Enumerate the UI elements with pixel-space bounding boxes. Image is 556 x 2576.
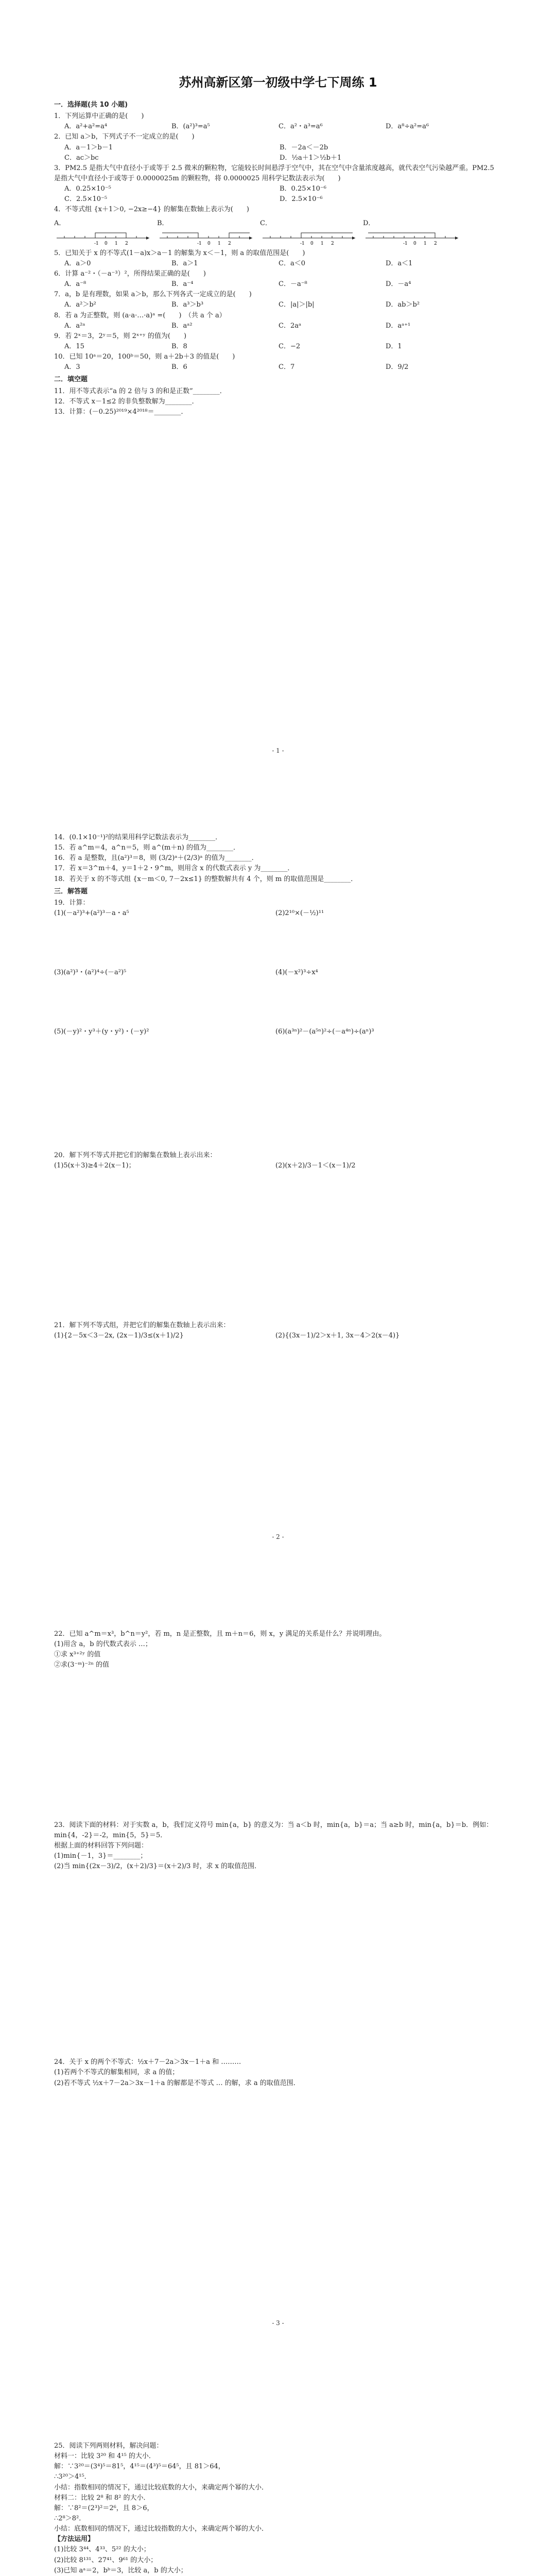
option: B．a³＞b³: [171, 301, 204, 309]
question-23-part-2: (2)当 min{(2x－3)/2，(x＋2)/3}＝(x＋2)/3 时，求 x 的取值范围．: [54, 1862, 262, 1871]
question-25-part-1: (1)比较 3⁴⁴、4³³、5²² 的大小；: [54, 2546, 150, 2554]
question-8: 8．若 a 为正整数，则 (a·a·…·a)ᵃ =( ) （共 a 个 a）: [54, 311, 226, 319]
section-heading-choice: 一．选择题(共 10 小题): [54, 101, 128, 109]
page-1: [0, 0, 556, 786]
question-19-part-4: (4)(－x²)³÷x⁴: [275, 968, 318, 976]
svg-text:-1: -1: [300, 241, 305, 246]
material-line: 解：∵8²＝(2³)²＝2⁶，且 8＞6，: [54, 2504, 154, 2512]
question-12: 12．不等式 x－1≤2 的非负整数解为________．: [54, 397, 199, 405]
option: D．½a＋1＞½b＋1: [280, 154, 342, 162]
question-15: 15．若 a^m＝4，a^n＝5，则 a^(m＋n) 的值为________．: [54, 844, 240, 852]
question-6: 6．计算 a⁻²・（－a⁻³）²，所得结果正确的是( ): [54, 269, 206, 278]
document-title: 苏州高新区第一初级中学七下周练 1: [179, 75, 377, 90]
material-line: 材料二：比较 2⁸ 和 8² 的大小．: [54, 2494, 150, 2502]
question-10-options: [64, 362, 502, 372]
question-18: 18．若关于 x 的不等式组 {x－m＜0, 7－2x≤1} 的整数解共有 4 个，则 m 的取值范围是________．: [54, 875, 358, 883]
number-line-b: [157, 229, 255, 246]
option: A．a²＞b²: [64, 301, 96, 309]
option: B．a⁻⁴: [171, 280, 194, 289]
material-line: ∴2⁸＞8²．: [54, 2514, 86, 2522]
question-22: 22．已知 a^m＝x³，b^n＝y²，若 m，n 是正整数，且 m＋n＝6，则 x，y 满足的关系是什么？并说明理由。: [54, 1630, 386, 1638]
question-25: 25．阅读下列两则材料，解决问题：: [54, 2442, 163, 2450]
page-number: - 1 -: [272, 747, 284, 754]
option-a-numberline: [54, 218, 152, 246]
option: C．a²・a³=a⁶: [279, 123, 323, 131]
question-9-options: [64, 342, 502, 352]
answer-space: [54, 1872, 502, 2057]
question-9: 9．若 2ˣ＝3，2ʸ＝5，则 2ˣ⁺ʸ 的值为( ): [54, 332, 187, 340]
question-13: 13．计算：(－0.25)²⁰¹⁹×4²⁰¹⁸＝________．: [54, 408, 188, 416]
number-line-c: [260, 229, 358, 246]
question-19-row-1: [54, 908, 502, 968]
option: B．(a²)³=a⁵: [171, 123, 210, 131]
question-6-options: [64, 279, 502, 290]
option: A．3: [64, 363, 80, 371]
option: C．a＜0: [279, 259, 305, 267]
svg-text:0: 0: [207, 241, 211, 246]
question-22-part-3: ②求(3⁻ᵐ)⁻²ⁿ 的值: [54, 1661, 110, 1669]
svg-text:2: 2: [434, 241, 437, 246]
question-7: 7．a，b 是有理数，如果 a＞b，那么下列各式一定成立的是( ): [54, 291, 252, 299]
option: B．8: [171, 342, 187, 350]
question-24: 24．关于 x 的两个不等式：½x＋7－2a＞3x－1＋a 和 ………: [54, 2058, 241, 2066]
section-heading-fill: 二．填空题: [54, 376, 88, 384]
option: D．ab＞b²: [386, 301, 420, 309]
question-23-intro: 根据上面的材料回答下列问题：: [54, 1841, 148, 1850]
option: D．－a⁴: [386, 280, 411, 289]
option: C．: [260, 219, 272, 227]
option: A．a⁻⁸: [64, 280, 86, 289]
svg-text:-1: -1: [403, 241, 408, 246]
option: D．2.5×10⁻⁶: [280, 195, 323, 204]
question-22-part-2: ①求 x³⁺²ʸ 的值: [54, 1651, 101, 1659]
option: A．0.25×10⁻⁵: [64, 185, 111, 193]
page-1-content: [54, 98, 502, 417]
question-21-part-2: (2){(3x－1)/2＞x＋1, 3x－4＞2(x－4)}: [275, 1332, 400, 1340]
option-d-numberline: [363, 218, 461, 246]
question-24-part-1: (1)若两个不等式的解集相同，求 a 的值；: [54, 2069, 179, 2077]
option-b-numberline: [157, 218, 255, 246]
question-1: 1．下列运算中正确的是( ): [54, 112, 144, 121]
option: C．2.5×10⁻⁵: [64, 195, 108, 204]
question-20-parts: [54, 1161, 502, 1320]
svg-text:1: 1: [115, 241, 118, 246]
option: B．aᵃ²: [171, 321, 193, 330]
option: B．－2a＜－2b: [280, 143, 328, 151]
svg-text:2: 2: [331, 241, 334, 246]
svg-text:0: 0: [310, 241, 314, 246]
svg-text:1: 1: [218, 241, 221, 246]
question-2-options: [64, 143, 502, 163]
question-21: 21．解下列不等式组，并把它们的解集在数轴上表示出来：: [54, 1321, 230, 1330]
option: A．a－1＞b－1: [64, 143, 113, 151]
question-20-part-1: (1)5(x＋3)≥4＋2(x－1)；: [54, 1162, 135, 1170]
svg-text:0: 0: [105, 241, 108, 246]
page-2-content: [54, 833, 502, 1341]
page-number: - 3 -: [272, 2319, 284, 2327]
option: B．6: [171, 363, 187, 371]
question-19-part-1: (1)(－a²)³+(a²)³－a・a⁵: [54, 909, 129, 917]
question-19-part-3: (3)(a²)³・(a²)⁴÷(－a²)⁵: [54, 968, 127, 976]
question-19: 19．计算：: [54, 899, 90, 907]
option: A．15: [64, 342, 84, 350]
material-line: 小结：指数相同的情况下，通过比较底数的大小，来确定两个幂的大小．: [54, 2483, 269, 2492]
question-4-number-lines: [54, 218, 502, 246]
section-heading-solve: 三．解答题: [54, 887, 88, 895]
page-3-content: [54, 1629, 502, 2089]
question-20-part-2: (2)(x＋2)/3－1＜(x－1)/2: [275, 1162, 356, 1170]
answer-space: [54, 1671, 502, 1820]
option: A．: [54, 219, 66, 227]
option: C．2aᵃ: [279, 321, 301, 330]
option: D．1: [386, 342, 402, 350]
material-line: ∴3²⁰＞4¹⁵．: [54, 2473, 91, 2481]
page-4: [0, 2359, 556, 2576]
option: A．a²+a²=a⁴: [64, 123, 108, 131]
question-16: 16．若 a 是整数，且(a²)³＝8，则 (3/2)ᵃ＋(2/3)ᵃ 的值为________．: [54, 854, 258, 862]
question-19-row-2: [54, 968, 502, 1027]
question-8-options: [64, 321, 502, 331]
question-19-part-6: (6)(a³ⁿ)²－(a⁵ⁿ)²÷(－a⁴ⁿ)÷(aⁿ)³: [275, 1027, 374, 1036]
page-2: [0, 786, 556, 1572]
option: D．a⁸÷a²=a⁶: [386, 123, 429, 131]
question-5-options: [64, 259, 502, 269]
svg-text:0: 0: [413, 241, 416, 246]
question-11: 11．用不等式表示“a 的 2 倍与 3 的和是正数”________．: [54, 387, 227, 395]
svg-text:-1: -1: [197, 241, 202, 246]
number-line-d: [363, 229, 461, 246]
option: C．ac＞bc: [64, 154, 99, 162]
question-24-part-2: (2)若不等式 ½x＋7－2a＞3x－1＋a 的解都是不等式 … 的解，求 a 的取值范围．: [54, 2079, 300, 2087]
option: C．－a⁻⁸: [279, 280, 307, 289]
svg-text:2: 2: [125, 241, 128, 246]
option: D．a＜1: [386, 259, 413, 267]
option: C．|a|＞|b|: [279, 301, 315, 309]
svg-text:2: 2: [228, 241, 231, 246]
method-heading: 【方法运用】: [54, 2535, 95, 2544]
option: B．: [157, 219, 169, 227]
question-4: 4．不等式组 {x＋1＞0, −2x≥−4} 的解集在数轴上表示为( ): [54, 206, 249, 214]
option: A．a＞0: [64, 259, 91, 267]
page-number: - 2 -: [272, 1533, 284, 1540]
option: B．0.25×10⁻⁶: [280, 185, 327, 193]
question-19-row-3: [54, 1027, 502, 1150]
svg-text:1: 1: [424, 241, 427, 246]
material-line: 解：∵3²⁰＝(3⁴)⁵＝81⁵，4¹⁵＝(4³)⁵＝64⁵，且 81＞64，: [54, 2463, 225, 2471]
question-23: 23．阅读下面的材料：对于实数 a，b，我们定义符号 min{a，b} 的意义为：当 a＜b 时，min{a，b}＝a；当 a≥b 时，min{a，b}＝b．例如：min{4，-2}＝-2，min{5，5}＝5．: [54, 1821, 493, 1839]
option-c-numberline: [260, 218, 358, 246]
svg-text:-1: -1: [94, 241, 99, 246]
option: C．−2: [279, 342, 301, 350]
question-25-part-3: (3)已知 aᵃ＝2，bᵇ＝3，比较 a，b 的大小；: [54, 2566, 187, 2574]
question-25-part-2: (2)比较 8¹³¹、27⁴¹、9⁶¹ 的大小；: [54, 2556, 158, 2564]
question-3-options: [64, 184, 502, 205]
option: D．9/2: [386, 363, 409, 371]
material-line: 材料一：比较 3²⁰ 和 4¹⁵ 的大小．: [54, 2452, 155, 2461]
question-10: 10．已知 10ᵃ＝20，100ᵇ＝50，则 a＋2b＋3 的值是( ): [54, 353, 235, 361]
question-23-part-1: (1)min{－1，3}＝________；: [54, 1852, 147, 1860]
svg-text:1: 1: [321, 241, 324, 246]
number-line-a: [54, 229, 152, 246]
option: D．aᵃ⁺¹: [386, 321, 411, 330]
question-3: 3．PM2.5 是指大气中直径小于或等于 2.5 微米的颗粒物，它能较长时间悬浮于空气中，其在空气中含量浓度越高，就代表空气污染越严重。PM2.5 是指大气中直径小于或等于 0.0000025m 的颗粒物，将 0.0000025 用科学记数法表示为( ): [54, 164, 494, 182]
question-22-part-1: (1)用含 a，b 的代数式表示 …；: [54, 1640, 152, 1649]
question-17: 17．若 x＝3^m＋4，y＝1＋2・9^m，则用含 x 的代数式表示 y 为________．: [54, 865, 294, 873]
question-21-parts: [54, 1331, 502, 1341]
option: C．7: [279, 363, 295, 371]
question-21-part-1: (1){2－5x＜3－2x, (2x－1)/3≤(x＋1)/2}: [54, 1332, 184, 1340]
question-7-options: [64, 300, 502, 310]
question-19-part-5: (5)(－y)²・y³＋(y・y²)・(－y)²: [54, 1027, 149, 1036]
question-1-options: [64, 122, 502, 132]
material-line: 小结：底数相同的情况下，通过比较指数的大小，来确定两个幂的大小．: [54, 2525, 269, 2533]
option: D．: [363, 219, 375, 227]
question-20: 20．解下列不等式并把它们的解集在数轴上表示出来：: [54, 1151, 217, 1159]
question-5: 5．已知关于 x 的不等式(1－a)x＞a－1 的解集为 x＜－1，则 a 的取值范围是( ): [54, 249, 305, 257]
option: A．a²ᵃ: [64, 321, 85, 330]
page-4-content: [54, 2441, 502, 2576]
page-3: [0, 1572, 556, 2359]
question-2: 2．已知 a＞b，下列式子不一定成立的是( ): [54, 133, 195, 141]
option: B．a＞1: [171, 259, 198, 267]
question-19-part-2: (2)2¹⁰×(－½)¹¹: [275, 909, 324, 917]
question-14: 14．(0.1×10⁻¹)²的结果用科学记数法表示为________．: [54, 834, 222, 841]
